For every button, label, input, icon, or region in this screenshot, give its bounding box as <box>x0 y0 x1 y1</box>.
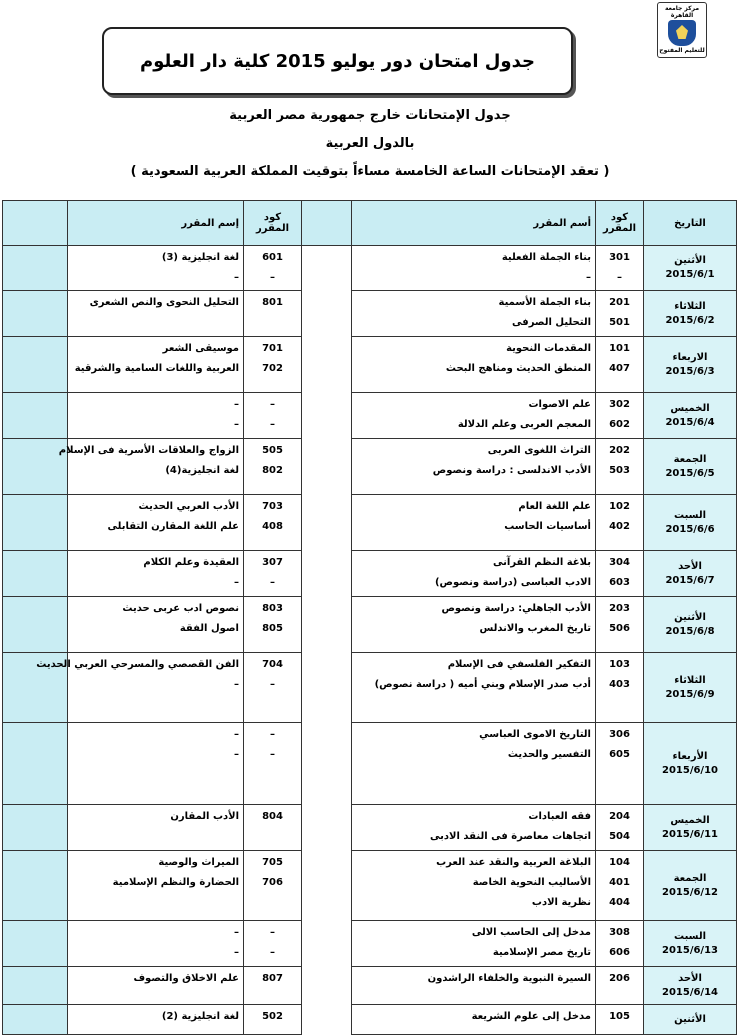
table-row <box>3 805 737 851</box>
course-code-cell <box>596 495 644 551</box>
course-code: 703 <box>262 501 283 512</box>
course-name-cell <box>68 967 244 1005</box>
course-name-cell <box>352 967 596 1005</box>
course-code: – <box>617 272 622 283</box>
course-name: – <box>234 927 239 938</box>
date-label: 2015/6/3 <box>665 365 715 377</box>
course-name: – <box>234 399 239 410</box>
course-name: – <box>586 272 591 283</box>
day-label: الأحد <box>678 972 702 984</box>
course-code: 701 <box>262 343 283 354</box>
course-code: 801 <box>262 297 283 308</box>
course-code-cell <box>244 495 302 551</box>
course-name: اصول الفقة <box>179 623 239 634</box>
blank-cell <box>3 551 68 597</box>
course-code: 602 <box>609 419 630 430</box>
course-name: العربية واللغات السامية والشرقية <box>74 363 239 374</box>
gap-cell <box>302 337 352 393</box>
course-code: 502 <box>262 1011 283 1022</box>
course-name: الأدب الجاهلي: دراسة ونصوص <box>441 603 591 614</box>
course-code-cell <box>244 246 302 291</box>
course-name-cell <box>68 551 244 597</box>
day-label: الأحد <box>678 560 702 572</box>
header-date: التاريخ <box>644 201 737 246</box>
date-label: 2015/6/14 <box>661 986 718 998</box>
blank-cell <box>3 1005 68 1035</box>
course-name: – <box>234 749 239 760</box>
gap-cell <box>302 393 352 439</box>
table-row <box>3 597 737 653</box>
course-code-cell <box>244 337 302 393</box>
course-code: – <box>270 927 275 938</box>
course-name-cell <box>352 246 596 291</box>
course-code: 803 <box>262 603 283 614</box>
course-code-cell <box>596 851 644 921</box>
course-code-cell <box>244 597 302 653</box>
date-label: 2015/6/12 <box>661 886 718 898</box>
date-cell <box>644 723 737 805</box>
blank-cell <box>3 291 68 337</box>
course-code-cell <box>244 921 302 967</box>
gap-cell <box>302 439 352 495</box>
course-code: 102 <box>609 501 630 512</box>
course-name: التاريخ الاموى العباسي <box>479 729 591 740</box>
course-code: – <box>270 729 275 740</box>
course-code-cell <box>244 291 302 337</box>
course-code-cell <box>244 1005 302 1035</box>
date-cell <box>644 805 737 851</box>
table-body <box>3 246 737 1035</box>
course-name: التحليل الصرفى <box>512 317 591 328</box>
course-name: تاريخ مصر الإسلامية <box>492 947 591 958</box>
table-row <box>3 1005 737 1035</box>
day-label: الخميس <box>670 402 710 414</box>
course-code: 103 <box>609 659 630 670</box>
date-cell <box>644 551 737 597</box>
course-name: علم اللغة العام <box>518 501 591 512</box>
course-name: لغة انجليزية (2) <box>161 1011 239 1022</box>
course-code: 505 <box>262 445 283 456</box>
course-name: أدب صدر الإسلام وبني أميه ( دراسة نصوص) <box>374 679 591 690</box>
course-code: 203 <box>609 603 630 614</box>
course-name-cell <box>352 597 596 653</box>
blank-cell <box>3 967 68 1005</box>
exam-schedule-table <box>2 200 737 1035</box>
course-code: 503 <box>609 465 630 476</box>
gap-cell <box>302 967 352 1005</box>
course-name: فقه العبادات <box>528 811 591 822</box>
course-code: 603 <box>609 577 630 588</box>
header-gap <box>302 201 352 246</box>
course-name: نظرية الادب <box>531 897 591 908</box>
day-label: الثلاثاء <box>674 674 706 686</box>
course-code-cell <box>596 805 644 851</box>
table-row <box>3 337 737 393</box>
course-name: مدخل إلى علوم الشريعة <box>471 1011 591 1022</box>
course-code-cell <box>596 597 644 653</box>
course-name: لغة انجليزية(4) <box>165 465 239 476</box>
course-code: 403 <box>609 679 630 690</box>
course-code: 306 <box>609 729 630 740</box>
course-name: – <box>234 419 239 430</box>
blank-cell <box>3 851 68 921</box>
subtitle-3: ( تعقد الإمتحانات الساعة الخامسة مساءاً بتوقيت المملكة العربية السعودية ) <box>130 164 610 179</box>
course-name-cell <box>352 921 596 967</box>
course-name-cell <box>352 291 596 337</box>
course-code: 204 <box>609 811 630 822</box>
table-row <box>3 439 737 495</box>
course-name-cell <box>58 439 244 495</box>
course-name: تاريخ المغرب والاندلس <box>479 623 591 634</box>
course-name: مدخل إلى الحاسب الالى <box>471 927 591 938</box>
course-code-cell <box>244 967 302 1005</box>
date-cell <box>644 597 737 653</box>
blank-cell <box>3 723 68 805</box>
course-name-cell <box>68 805 244 851</box>
day-label: الثلاثاء <box>674 300 706 312</box>
date-label: 2015/6/13 <box>661 944 718 956</box>
course-name: – <box>234 729 239 740</box>
course-name-cell <box>352 495 596 551</box>
course-name: – <box>234 577 239 588</box>
course-name: الأساليب النحوية الخاصة <box>472 877 591 888</box>
course-code: 105 <box>609 1011 630 1022</box>
course-name-cell <box>68 921 244 967</box>
course-name: نصوص ادب عربى حديث <box>122 603 239 614</box>
course-code: – <box>270 419 275 430</box>
course-name: الزواج والعلاقات الأسرية فى الإسلام <box>58 445 239 456</box>
course-code-cell <box>596 723 644 805</box>
course-code-cell <box>244 723 302 805</box>
date-label: 2015/6/4 <box>665 416 715 428</box>
blank-cell <box>3 805 68 851</box>
course-code: 201 <box>609 297 630 308</box>
course-name: المنطق الحديث ومناهج البحث <box>445 363 591 374</box>
date-cell <box>644 291 737 337</box>
course-code: – <box>270 577 275 588</box>
course-name: التفكير الفلسفي فى الإسلام <box>447 659 591 670</box>
course-code-cell <box>596 653 644 723</box>
course-code: 702 <box>262 363 283 374</box>
course-code-cell <box>244 551 302 597</box>
course-name-cell <box>68 393 244 439</box>
date-cell <box>644 921 737 967</box>
course-code: 706 <box>262 877 283 888</box>
day-label: الخميس <box>670 814 710 826</box>
day-label: الأثنين <box>674 611 706 623</box>
gap-cell <box>302 291 352 337</box>
table-row <box>3 393 737 439</box>
date-label: 2015/6/7 <box>665 574 715 586</box>
table-row <box>3 246 737 291</box>
course-code: 606 <box>609 947 630 958</box>
date-cell <box>644 393 737 439</box>
gap-cell <box>302 597 352 653</box>
course-name: الادب العباسى (دراسة ونصوص) <box>434 577 591 588</box>
course-name-cell <box>68 597 244 653</box>
date-label: 2015/6/1 <box>665 269 715 280</box>
gap-cell <box>302 1005 352 1035</box>
blank-cell <box>3 921 68 967</box>
course-code: 206 <box>609 973 630 984</box>
course-name: – <box>234 947 239 958</box>
table-row <box>3 495 737 551</box>
course-code: – <box>270 272 275 283</box>
table-row <box>3 851 737 921</box>
course-name: الأدب المقارن <box>170 811 239 822</box>
day-label: السبت <box>673 930 707 942</box>
course-code: 805 <box>262 623 283 634</box>
table-row <box>3 551 737 597</box>
course-code: 101 <box>609 343 630 354</box>
course-name: السيرة النبوية والخلفاء الراشدون <box>427 973 591 984</box>
day-label: الاربعاء <box>672 351 708 363</box>
blank-cell <box>3 246 68 291</box>
table-row <box>3 653 737 723</box>
course-code: 307 <box>262 557 283 568</box>
course-code: 704 <box>262 659 283 670</box>
course-name-cell <box>352 723 596 805</box>
course-code-cell <box>596 393 644 439</box>
course-code: 807 <box>262 973 283 984</box>
course-name: اتجاهات معاصرة فى النقد الادبى <box>430 831 591 842</box>
course-code-cell <box>596 551 644 597</box>
table-row <box>3 921 737 967</box>
course-code: – <box>270 399 275 410</box>
course-name-cell <box>352 653 596 723</box>
title-box <box>102 27 573 95</box>
course-code: – <box>270 749 275 760</box>
course-code: 402 <box>609 521 630 532</box>
course-name: المعجم العربى وعلم الدلالة <box>457 419 591 430</box>
course-name-cell <box>68 851 244 921</box>
table-row <box>3 967 737 1005</box>
day-label: الأثنين <box>674 255 706 266</box>
table-header-row <box>3 201 737 246</box>
course-code: 601 <box>262 252 283 263</box>
blank-cell <box>3 495 68 551</box>
course-code: 506 <box>609 623 630 634</box>
gap-cell <box>302 723 352 805</box>
blank-cell <box>3 439 68 495</box>
blank-cell <box>3 597 68 653</box>
course-name: علم الاصوات <box>528 399 591 410</box>
course-name-cell <box>352 439 596 495</box>
course-name: – <box>234 272 239 283</box>
date-label: 2015/6/10 <box>661 764 718 776</box>
date-cell <box>644 1005 737 1035</box>
course-name: – <box>234 679 239 690</box>
logo-bottom-text: للتعليم المفتوح <box>659 47 705 54</box>
course-code: 304 <box>609 557 630 568</box>
course-code-cell <box>244 393 302 439</box>
course-code-cell <box>596 439 644 495</box>
course-code: 802 <box>262 465 283 476</box>
course-name: الميراث والوصية <box>158 857 239 868</box>
date-cell <box>644 337 737 393</box>
date-label: 2015/6/8 <box>665 625 715 637</box>
day-label: الجمعة <box>673 872 707 884</box>
blank-cell <box>3 337 68 393</box>
page-title: جدول امتحان دور يوليو 2015 كلية دار العلوم <box>140 50 535 72</box>
date-label: 2015/6/6 <box>665 523 715 535</box>
course-name-cell <box>68 495 244 551</box>
course-name-cell <box>352 337 596 393</box>
course-code-cell <box>596 337 644 393</box>
course-name-cell <box>68 337 244 393</box>
course-code: 501 <box>609 317 630 328</box>
course-name: الأدب العربي الحديث <box>138 501 239 512</box>
course-code: 404 <box>609 897 630 908</box>
course-name: التحليل النحوى والنص الشعرى <box>89 297 239 308</box>
course-name-cell <box>352 1005 596 1035</box>
course-name: لغة انجليزية (3) <box>161 252 239 263</box>
course-name: بناء الجملة الفعلية <box>501 252 591 263</box>
course-name-cell <box>68 291 244 337</box>
gap-cell <box>302 551 352 597</box>
course-name: التراث اللغوى العربى <box>487 445 591 456</box>
course-code: 407 <box>609 363 630 374</box>
course-code: 302 <box>609 399 630 410</box>
course-name: العقيدة وعلم الكلام <box>143 557 239 568</box>
course-name-cell <box>352 393 596 439</box>
course-name: البلاغة العربية والنقد عند العرب <box>436 857 591 868</box>
course-name: علم اللغة المقارن التقابلى <box>107 521 239 532</box>
date-label: 2015/6/5 <box>665 467 715 479</box>
course-name: الأدب الاندلسى : دراسة ونصوص <box>432 465 591 476</box>
course-code: 301 <box>609 252 630 263</box>
gap-cell <box>302 495 352 551</box>
gap-cell <box>302 805 352 851</box>
course-name-cell <box>68 723 244 805</box>
course-code-cell <box>596 291 644 337</box>
shield-emblem-icon <box>668 20 696 46</box>
gap-cell <box>302 851 352 921</box>
gap-cell <box>302 653 352 723</box>
header-blank <box>3 201 68 246</box>
course-name-cell <box>352 805 596 851</box>
course-code-cell <box>244 851 302 921</box>
university-logo <box>657 2 707 58</box>
course-code: 605 <box>609 749 630 760</box>
course-code: 104 <box>609 857 630 868</box>
course-code-cell <box>244 439 302 495</box>
course-code: 401 <box>609 877 630 888</box>
course-name: علم الاخلاق والتصوف <box>133 973 239 984</box>
date-cell <box>644 851 737 921</box>
day-label: الأثنين <box>674 1013 706 1025</box>
course-name: بناء الجملة الأسمية <box>498 297 591 308</box>
gap-cell <box>302 921 352 967</box>
gap-cell <box>302 246 352 291</box>
subtitle-1: جدول الإمتحانات خارج جمهورية مصر العربية <box>229 108 511 123</box>
table-row <box>3 291 737 337</box>
date-cell <box>644 495 737 551</box>
date-label: 2015/6/2 <box>665 314 715 326</box>
course-name: التفسير والحديث <box>507 749 591 760</box>
course-name: الفن القصصي والمسرحي العربي الحديث <box>36 659 239 670</box>
date-cell <box>644 246 737 291</box>
course-code-cell <box>596 921 644 967</box>
day-label: السبت <box>673 509 707 521</box>
course-name-cell <box>36 653 244 723</box>
course-name: المقدمات النحوية <box>506 343 591 354</box>
header-name-1: أسم المقرر <box>352 201 596 246</box>
day-label: الأربعاء <box>672 750 708 762</box>
course-code: 408 <box>262 521 283 532</box>
course-code-cell <box>596 1005 644 1035</box>
course-name: الحضارة والنظم الإسلامية <box>112 877 239 888</box>
course-code: 705 <box>262 857 283 868</box>
header-name-2: إسم المقرر <box>68 201 244 246</box>
course-code: 804 <box>262 811 283 822</box>
header-code-1: كود المقرر <box>596 201 644 246</box>
course-code: 504 <box>609 831 630 842</box>
course-code-cell <box>596 967 644 1005</box>
course-name-cell <box>352 851 596 921</box>
date-cell <box>644 653 737 723</box>
course-name-cell <box>68 246 244 291</box>
course-code-cell <box>596 246 644 291</box>
course-name: موسيقى الشعر <box>162 343 239 354</box>
subtitle-2: بالدول العربية <box>325 136 415 151</box>
course-name-cell <box>352 551 596 597</box>
course-code-cell <box>244 805 302 851</box>
date-label: 2015/6/11 <box>661 828 718 840</box>
date-cell <box>644 439 737 495</box>
blank-cell <box>3 393 68 439</box>
course-name: أساسيات الحاسب <box>504 521 591 532</box>
course-name: بلاغة النظم القرآنى <box>493 557 591 568</box>
date-cell <box>644 967 737 1005</box>
course-code: 308 <box>609 927 630 938</box>
course-code-cell <box>244 653 302 723</box>
header-code-2: كود المقرر <box>244 201 302 246</box>
table-row <box>3 723 737 805</box>
course-name-cell <box>68 1005 244 1035</box>
day-label: الجمعة <box>673 453 707 465</box>
date-label: 2015/6/9 <box>665 688 715 700</box>
course-code: – <box>270 947 275 958</box>
logo-top-text: مركز جامعة القاهرة <box>664 5 700 19</box>
course-code: – <box>270 679 275 690</box>
course-code: 202 <box>609 445 630 456</box>
